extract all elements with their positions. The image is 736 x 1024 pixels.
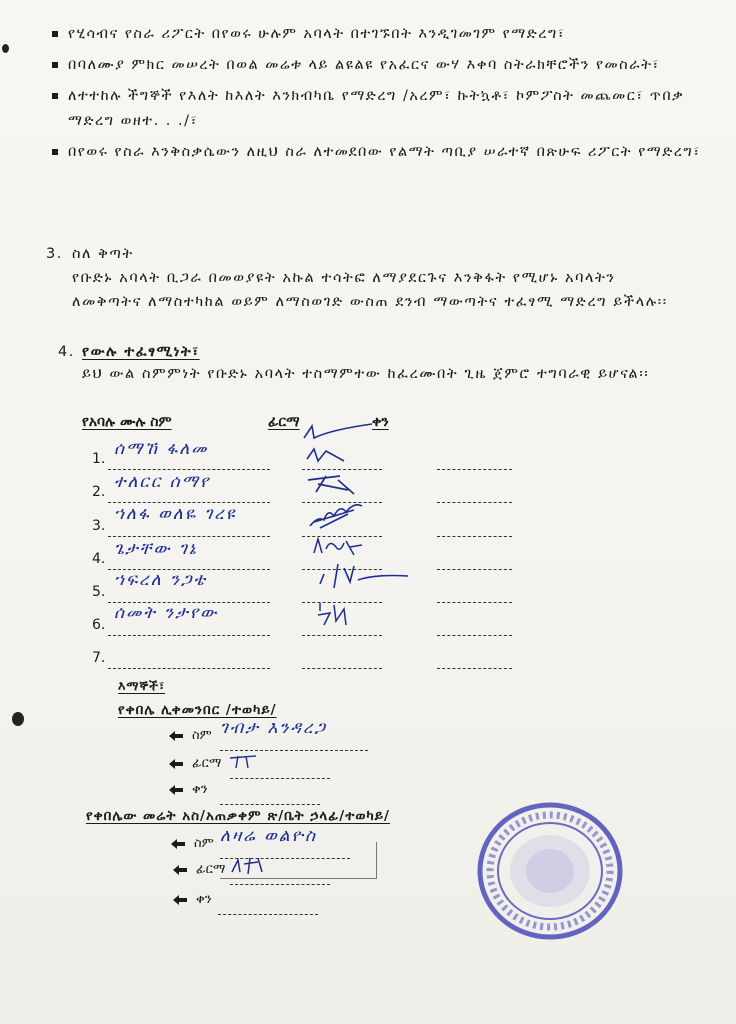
date-line [218, 892, 318, 915]
member-row [92, 570, 512, 604]
member-row [92, 439, 512, 471]
member-name: ጌታቸው ገኔ [114, 539, 198, 559]
witness-1-sign-line [168, 756, 428, 778]
section-4 [58, 344, 658, 386]
header-signature: ፊርማ [268, 414, 300, 430]
witness-1-name: ገብታ እንዳረጋ [220, 718, 328, 738]
witness-date-label: ቀን [192, 782, 208, 797]
date-line [437, 547, 512, 570]
duty-item: ለተተከሉ ችግኞች የእለት ከእለት እንክብካቤ የማድረግ /አረም፣ ኩትኳቶ፣ ኮምፖስት መጨመር፣ ጥበቃ ማድረግ ወዘተ. . ./፣ [52, 84, 702, 134]
duty-item: በየወሩ የስራ እንቅስቃሴውን ለዚህ ስራ ለተመደበው የልማት ጣቢያ ሠራተኛ በጽሁፍ ሪፖርት የማድረግ፣ [52, 140, 702, 165]
row-number: 3. [92, 518, 106, 534]
member-signature [314, 560, 414, 592]
duty-item: በባለሙያ ምክር መሠረት በወል መሬቱ ላይ ልዩልዩ የአፈርና ውሃ እቀባ ስትራክቸሮችን የመስራት፣ [52, 53, 702, 78]
witness-sign-label: ፊርማ [196, 862, 226, 877]
witness-2-date-line [172, 892, 432, 914]
punch-hole-middle [12, 712, 24, 726]
pointing-hand-icon [168, 784, 184, 796]
row-number: 7. [92, 650, 106, 666]
member-name: ኀፍረለ ንጋቴ [114, 570, 207, 590]
section-3 [46, 246, 686, 314]
member-name: ሰመት ንታየው [114, 603, 219, 623]
member-row [92, 644, 512, 670]
row-number: 6. [92, 617, 106, 633]
member-row [92, 472, 512, 504]
section-number: 3. [46, 246, 63, 262]
date-line [220, 782, 320, 805]
date-line [437, 480, 512, 503]
duties-list [52, 22, 702, 171]
pointing-hand-icon [168, 730, 184, 742]
witness-sign-label: ፊርማ [192, 756, 222, 771]
witness-2-name: ለዛሬ ወልዮስ [220, 826, 318, 846]
date-line [437, 580, 512, 603]
date-line [437, 514, 512, 537]
member-signature [304, 445, 364, 467]
witness-1-signature [226, 752, 270, 772]
header-date: ቀን [372, 414, 389, 430]
header-signature-scribble [300, 420, 376, 444]
section-body: የቡድኑ አባላት ቢጋራ በመወያዩት አኩል ተሳትፎ ለማያደርጉና እንቅፋት የሚሆኑ አባላትን ለመቅጣትና ለማስተካከል ወይም ለማስወገድ ውስጠ ደንብ ማውጣትና ተፈፃሚ ማድረግ ይችላሉ፡፡ [72, 270, 668, 310]
row-number: 1. [92, 451, 106, 467]
member-signature [304, 472, 364, 498]
witness-1-name-line [168, 718, 428, 750]
header-member-name: የአባሉ ሙሉ ስም [82, 414, 172, 430]
witness-date-label: ቀን [196, 892, 212, 907]
member-name: ኀለፋ ወለዬ ገረዩ [114, 504, 237, 524]
witness-1-date-line [168, 782, 428, 804]
witness-group-2-title: የቀበሌው መሬት አስ/አጠቃቀም ጽ/ቤት ኃላፊ/ተወካይ/ [86, 808, 390, 824]
member-name: ተለርር ሰማየ [114, 472, 211, 492]
pointing-hand-icon [168, 758, 184, 770]
pointing-hand-icon [172, 864, 188, 876]
member-signature [314, 599, 354, 629]
witness-name-label: ስም [192, 728, 212, 743]
date-line [437, 613, 512, 636]
member-signature [310, 533, 366, 561]
date-line [437, 646, 512, 669]
official-stamp [476, 800, 624, 942]
member-row [92, 539, 512, 571]
member-signature [304, 498, 368, 532]
witnesses-title: እማኞች፣ [118, 678, 166, 693]
section-title: ስለ ቅጣት [72, 246, 134, 262]
date-line [437, 447, 512, 470]
row-number: 5. [92, 584, 106, 600]
row-number: 2. [92, 484, 106, 500]
section-body: ይህ ውል ስምምነት የቡድኑ አባላት ተስማምተው ከፈረሙበት ጊዜ ጀምሮ ተግባራዊ ይሆናል፡፡ [82, 366, 650, 382]
duty-item: የሂሳብና የስራ ሪፖርት በየወሩ ሁሉም አባላት በተገኙበት እንዲገመገም የማድረግ፣ [52, 22, 702, 47]
pointing-hand-icon [172, 894, 188, 906]
name-line [108, 646, 270, 669]
member-row [92, 603, 512, 637]
witness-name-label: ስም [194, 836, 214, 851]
pointing-hand-icon [170, 838, 186, 850]
witness-2-signature [228, 854, 276, 878]
section-number: 4. [58, 344, 75, 360]
witness-group-1-title: የቀበሌ ሊቀመንበር /ተወካይ/ [118, 702, 277, 718]
witness-2-sign-line [172, 862, 432, 884]
signature-line [302, 646, 382, 669]
member-row [92, 504, 512, 538]
row-number: 4. [92, 551, 106, 567]
section-title: የውሉ ተፈፃሚነት፣ [82, 344, 200, 360]
punch-hole-top [2, 44, 9, 53]
member-name: ሰማኸ ፋለመ [114, 439, 209, 459]
